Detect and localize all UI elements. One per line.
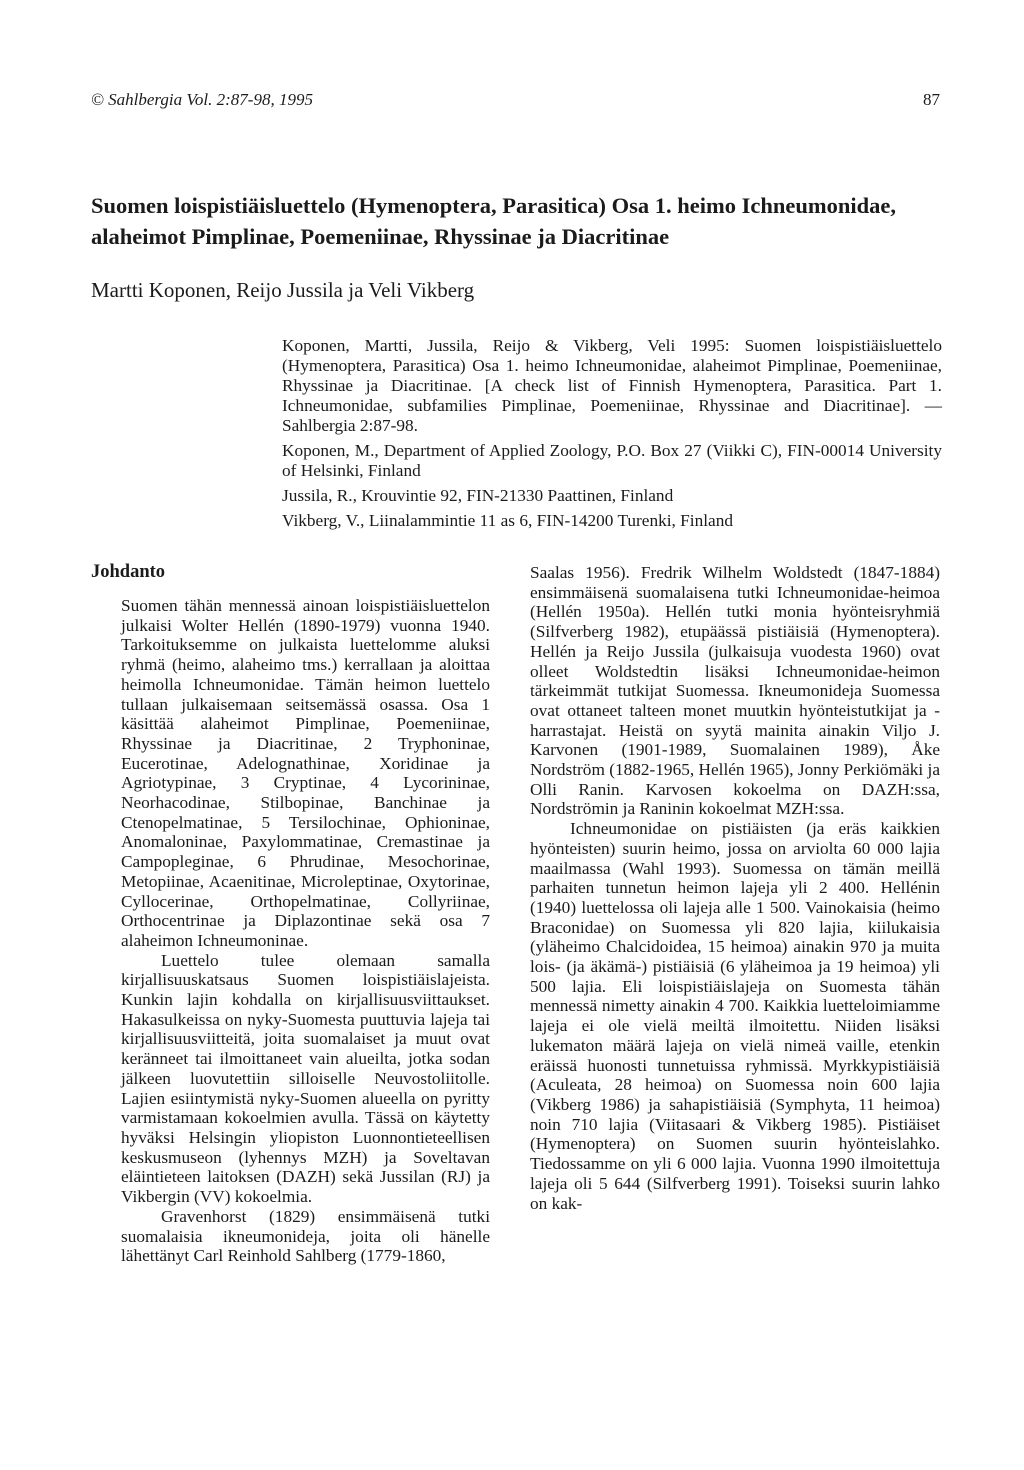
paragraph: Luettelo tulee olemaan samalla kirjallisuuskatsaus Suomen loispistiäislajeista. Kunkin lajin kohdalla on kirjallisuusviittaukset. Hakasulkeissa on nyky-Suomesta puuttuvia lajeja tai kirjallisuusviitteitä, joita suomalaiset ja muut ovat keränneet tai ilmoittaneet vain alueilta, jotka sodan jälkeen luovutettiin silloiselle Neuvostoliitolle. Lajien esiintymistä nyky-Suomen alueella on pyritty varmistamaan kokoelmien avulla. Tässä on käytetty hyväksi Helsingin yliopiston Luonnontieteellisen keskusmuseon (lyhennys MZH) ja Soveltavan eläintieteen laitoksen (DAZH) sekä Jussilan (RJ) ja Vikbergin (VV) kokoelmia.	[121, 950, 490, 1207]
paragraph: Gravenhorst (1829) ensimmäisenä tutki suomalaisia ikneumonideja, joita oli hänelle lähettänyt Carl Reinhold Sahlberg (1779-1860,	[121, 1206, 490, 1266]
article-title: Suomen loispistiäisluettelo (Hymenoptera, Parasitica) Osa 1. heimo Ichneumonidae, alaheimot Pimplinae, Poemeniinae, Rhyssinae ja Diacritinae	[91, 193, 896, 249]
article-authors: Martti Koponen, Reijo Jussila ja Veli Vikberg	[91, 278, 475, 302]
author-address: Vikberg, V., Liinalammintie 11 as 6, FIN-14200 Turenki, Finland	[282, 511, 733, 530]
abstract-citation: Koponen, Martti, Jussila, Reijo & Vikberg, Veli 1995: Suomen loispistiäisluettelo (Hymenoptera, Parasitica) Osa 1. heimo Ichneumonidae, alaheimot Pimplinae, Poemeniinae, Rhyssinae ja Diacritinae. [A check list of Finnish Hymenoptera, Parasitica. Part 1. Ichneumonidae, subfamilies Pimplinae, Poemeniinae, Rhyssinae and Diacritinae]. — Sahlbergia 2:87-98.	[282, 336, 942, 435]
journal-header: © Sahlbergia Vol. 2:87-98, 1995	[91, 90, 313, 109]
author-address: Koponen, M., Department of Applied Zoology, P.O. Box 27 (Viikki C), FIN-00014 University of Helsinki, Finland	[282, 441, 942, 480]
author-address: Jussila, R., Krouvintie 92, FIN-21330 Paattinen, Finland	[282, 486, 674, 505]
abstract-block	[282, 336, 942, 531]
paragraph: Saalas 1956). Fredrik Wilhelm Woldstedt (1847-1884) ensimmäisenä suomalaisena tutki Ichneumonidae-heimoa (Hellén 1950a). Hellén tutki monia hyönteisryhmiä (Silfverberg 1982), etupäässä pistiäisiä (Hymenoptera). Hellén ja Reijo Jussila (julkaisuja vuodesta 1960) ovat olleet Woldstedtin lisäksi Ichneumonidae-heimon tärkeimmät tutkijat Suomessa. Ikneumonideja Suomessa ovat ottaneet talteen monet muutkin hyönteistutkijat ja -harrastajat. Heistä on syytä mainita ainakin Viljo J. Karvonen (1901-1989, Suomalainen 1989), Åke Nordström (1882-1965, Hellén 1965), Jonny Perkiömäki ja Olli Ranin. Karvosen kokoelma on DAZH:ssa, Nordströmin ja Raninin kokoelmat MZH:ssa.	[530, 563, 940, 819]
page-number: 87	[923, 90, 940, 109]
right-text-column	[530, 563, 940, 1213]
left-text-column	[121, 596, 490, 1266]
section-heading: Johdanto	[91, 562, 166, 582]
paragraph: Suomen tähän mennessä ainoan loispistiäisluettelon julkaisi Wolter Hellén (1890-1979) vuonna 1940. Tarkoituksemme on julkaista luettelomme aluksi ryhmä (heimo, alaheimo tms.) kerrallaan ja aloittaa heimolla Ichneumonidae. Tämän heimon luettelo tullaan julkaisemaan seitsemässä osassa. Osa 1 käsittää alaheimot Pimplinae, Poemeniinae, Rhyssinae ja Diacritinae, 2 Tryphoninae, Eucerotinae, Adelognathinae, Xoridinae ja Agriotypinae, 3 Cryptinae, 4 Lycorininae, Neorhacodinae, Stilbopinae, Banchinae ja Ctenopelmatinae, 5 Tersilochinae, Ophioninae, Anomaloninae, Paxylommatinae, Cremastinae ja Campopleginae, 6 Phrudinae, Mesochorinae, Metopiinae, Acaenitinae, Microleptinae, Oxytorinae, Cyllocerinae, Orthopelmatinae, Collyriinae, Orthocentrinae ja Diplazontinae sekä osa 7 alaheimon Ichneumoninae.	[121, 596, 490, 950]
paragraph: Ichneumonidae on pistiäisten (ja eräs kaikkien hyönteisten) suurin heimo, jossa on arviolta 60 000 lajia maailmassa (Wahl 1993). Suomessa on tämän meillä parhaiten tunnetun heimon lajeja yli 2 400. Hellénin (1940) luettelossa oli lajeja alle 1 500. Vainokaisia (heimo Braconidae) on Suomessa yli 820 lajia, kiilukaisia (yläheimo Chalcidoidea, 15 heimoa) ainakin 970 ja muita lois- (ja äkämä-) pistiäisiä (6 yläheimoa ja 19 heimoa) yli 500 lajia. Eli loispistiäislajeja on Suomesta tähän mennessä nimetty ainakin 4 700. Kaikkia luetteloimiamme lajeja ei ole vielä meiltä ilmoitettu. Niiden lisäksi lukematon määrä lajeja on vielä nimeä vaille, etenkin eräissä huonosti tunnetuissa ryhmissä. Myrkkypistiäisiä (Aculeata, 28 heimoa) on Suomessa noin 600 lajia (Vikberg 1986) ja sahapistiäisiä (Symphyta, 11 heimoa) noin 710 lajia (Viitasaari & Vikberg 1985). Pistiäiset (Hymenoptera) on Suomen suurin hyönteislahko. Tiedossamme on yli 6 000 lajia. Vuonna 1990 ilmoitettuja lajeja oli 5 644 (Silfverberg 1991). Toiseksi suurin lahko on kak-	[530, 819, 940, 1213]
